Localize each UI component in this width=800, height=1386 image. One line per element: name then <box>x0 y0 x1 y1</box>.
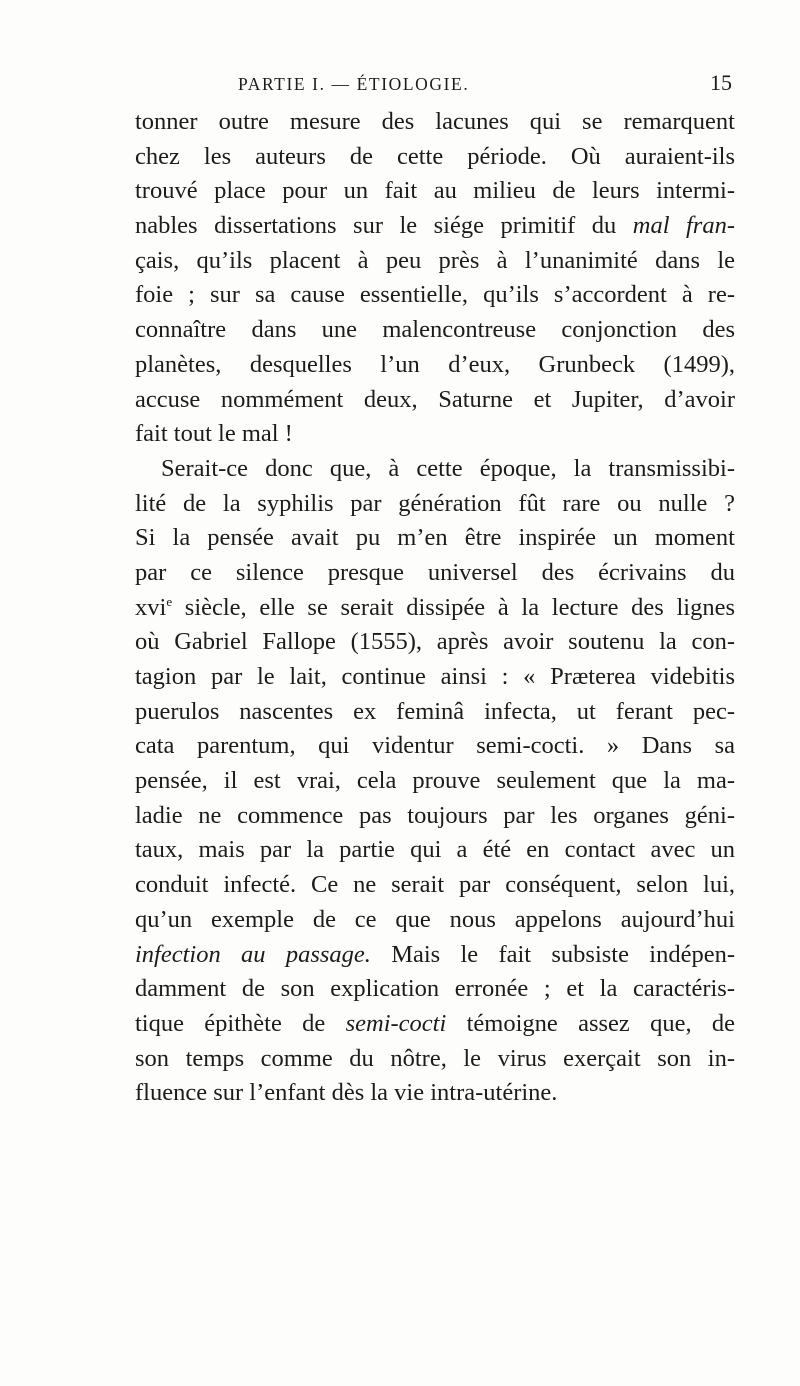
century-suffix: e <box>166 593 173 609</box>
text-line: cata parentum, qui videntur semi-cocti. » Dans sa <box>135 732 735 760</box>
italic-term-infection-au-passage: infection au passage. <box>135 940 371 968</box>
text-line <box>135 591 735 626</box>
text-line: fait tout le mal ! <box>135 420 293 448</box>
text-line: Si la pensée avait pu m’en être inspirée un moment <box>135 524 735 552</box>
text-line: qu’un exemple de ce que nous appelons aujourd’hui <box>135 905 735 933</box>
text-line: chez les auteurs de cette période. Où auraient-ils <box>135 142 735 170</box>
italic-term-mal-francais: mal fran- <box>632 212 735 240</box>
page-number: 15 <box>710 70 732 95</box>
text-line: par ce silence presque universel des écrivains du <box>135 558 735 586</box>
text-line: tonner outre mesure des lacunes qui se remarquent <box>135 108 735 135</box>
text-line: lité de la syphilis par génération fût rare ou nulle ? <box>135 489 735 517</box>
text-line <box>135 938 735 973</box>
text-line: accuse nommément deux, Saturne et Jupiter, d’avoir <box>135 385 735 413</box>
text-fragment: témoigne assez que, de <box>466 1009 736 1037</box>
running-title: PARTIE I. — ÉTIOLOGIE. <box>238 74 470 94</box>
text-line: son temps comme du nôtre, le virus exerçait son in- <box>135 1044 735 1072</box>
text-line: fluence sur l’enfant dès la vie intra-utérine. <box>135 1079 558 1107</box>
text-line: ladie ne commence pas toujours par les organes géni- <box>135 801 735 829</box>
text-fragment: nables dissertations sur le siége primitif du <box>135 212 617 240</box>
text-line: pensée, il est vrai, cela prouve seulement que la ma- <box>135 767 735 795</box>
text-line: où Gabriel Fallope (1555), après avoir soutenu la con- <box>135 628 735 656</box>
text-line: conduit infecté. Ce ne serait par conséquent, selon lui, <box>135 871 735 899</box>
text-line: çais, qu’ils placent à peu près à l’unanimité dans le <box>135 246 735 274</box>
text-line: planètes, desquelles l’un d’eux, Grunbeck (1499), <box>135 350 735 378</box>
text-line <box>135 209 735 244</box>
text-line: Serait-ce donc que, à cette époque, la transmissibi- <box>161 454 735 482</box>
text-fragment: tique épithète de <box>135 1009 326 1037</box>
italic-term-semi-cocti: semi-cocti <box>345 1009 447 1037</box>
text-fragment: siècle, elle se serait dissipée à la lecture des lignes <box>184 593 735 621</box>
text-line: tagion par le lait, continue ainsi : « Præterea videbitis <box>135 663 735 690</box>
text-line: foie ; sur sa cause essentielle, qu’ils s’accordent à re- <box>135 281 735 309</box>
text-line: connaître dans une malencontreuse conjonction des <box>135 316 735 344</box>
text-line: damment de son explication erronée ; et la caractéris- <box>135 975 735 1003</box>
text-fragment: Mais le fait subsiste indépen- <box>391 940 735 968</box>
text-line: taux, mais par la partie qui a été en contact avec un <box>135 836 735 864</box>
century-numeral: xvi <box>135 593 167 621</box>
text-line: puerulos nascentes ex feminâ infecta, ut ferant pec- <box>135 697 735 725</box>
text-line <box>135 1007 735 1042</box>
text-line: trouvé place pour un fait au milieu de leurs intermi- <box>135 177 735 205</box>
body-text <box>135 105 735 1111</box>
